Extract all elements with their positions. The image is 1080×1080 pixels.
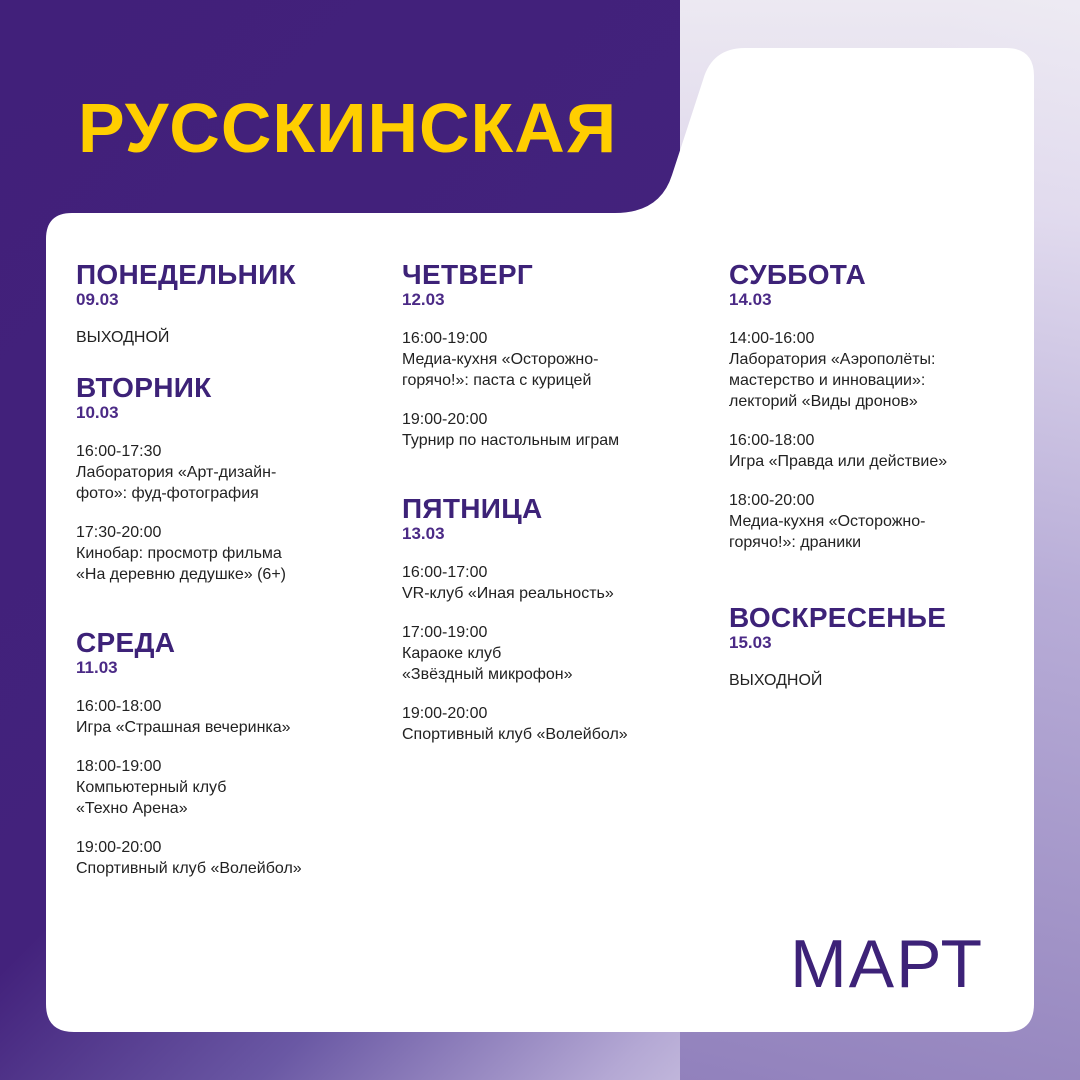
event-time: 16:00-17:00 [402,564,488,581]
column-3 [729,260,1039,691]
event-name: Караоке клуб «Звёздный микрофон» [402,645,573,683]
event-time: 19:00-20:00 [402,705,488,722]
day-date: 13.03 [402,524,445,543]
event-name: VR-клуб «Иная реальность» [402,585,614,602]
event-time: 16:00-18:00 [729,432,815,449]
event-name: Спортивный клуб «Волейбол» [402,726,628,743]
event-time: 17:30-20:00 [76,524,162,541]
event-time: 19:00-20:00 [402,411,488,428]
event-time: 19:00-20:00 [76,839,162,856]
day-title: ЧЕТВЕРГ [402,259,533,290]
day-date: 14.03 [729,290,772,309]
event-name: Турнир по настольным играм [402,432,620,449]
month-label: МАРТ [790,926,984,1002]
day-date: 11.03 [76,658,118,677]
event-name: Медиа-кухня «Осторожно- горячо!»: паста с курицей [402,351,599,389]
day-wednesday [76,628,386,879]
day-title: ПЯТНИЦА [402,493,543,524]
day-monday [76,260,386,348]
event-time: 16:00-18:00 [76,698,162,715]
event-time: 14:00-16:00 [729,330,815,347]
column-1 [76,260,386,879]
event-item [76,756,386,819]
day-date: 10.03 [76,403,119,422]
day-title: ПОНЕДЕЛЬНИК [76,259,296,290]
event-item [76,522,386,585]
day-date: 09.03 [76,290,119,309]
event-item [729,490,1039,553]
day-saturday [729,260,1039,553]
day-off-note: ВЫХОДНОЙ [76,329,170,346]
day-title: ВТОРНИК [76,372,212,403]
day-off-note: ВЫХОДНОЙ [729,672,823,689]
event-item [76,837,386,879]
day-date: 15.03 [729,633,772,652]
event-time: 18:00-20:00 [729,492,815,509]
event-item [76,441,386,504]
event-item [402,622,712,685]
event-name: Компьютерный клуб «Техно Арена» [76,779,227,817]
event-time: 18:00-19:00 [76,758,162,775]
day-thursday [402,260,712,451]
day-sunday [729,603,1039,691]
day-title: СУББОТА [729,259,866,290]
event-item [402,703,712,745]
event-name: Лаборатория «Арт-дизайн- фото»: фуд-фотография [76,464,277,502]
day-tuesday [76,373,386,585]
event-item [402,562,712,604]
event-time: 16:00-17:30 [76,443,162,460]
day-title: ВОСКРЕСЕНЬЕ [729,602,947,633]
page-title: РУССКИНСКАЯ [78,89,618,167]
column-2 [402,260,712,745]
event-name: Игра «Правда или действие» [729,453,948,470]
event-time: 16:00-19:00 [402,330,488,347]
event-item [402,409,712,451]
day-title: СРЕДА [76,627,176,658]
event-name: Лаборатория «Аэрополёты: мастерство и инновации»: лекторий «Виды дронов» [729,351,936,410]
event-name: Медиа-кухня «Осторожно- горячо!»: драники [729,513,926,551]
event-name: Игра «Страшная вечеринка» [76,719,291,736]
event-time: 17:00-19:00 [402,624,488,641]
day-friday [402,494,712,745]
event-name: Спортивный клуб «Волейбол» [76,860,302,877]
event-item [402,328,712,391]
event-item [76,696,386,738]
event-item [729,328,1039,412]
event-name: Кинобар: просмотр фильма «На деревню дедушке» (6+) [76,545,286,583]
event-item [729,430,1039,472]
day-date: 12.03 [402,290,445,309]
